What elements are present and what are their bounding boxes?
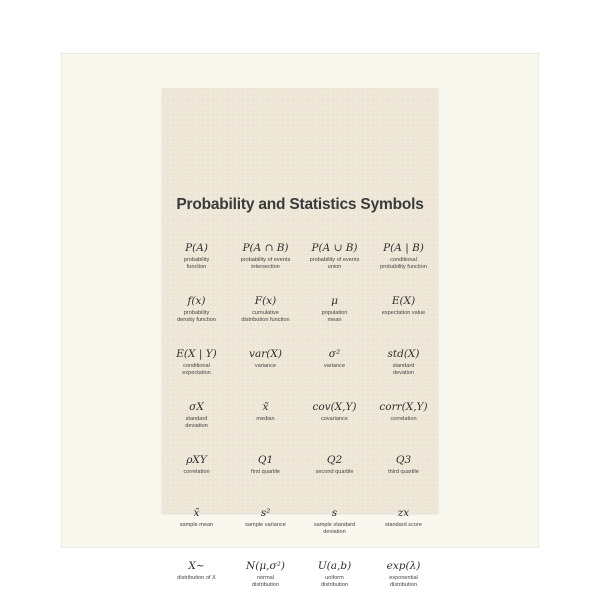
symbol-label: standard score bbox=[384, 522, 422, 528]
symbol-notation: Q1 bbox=[257, 454, 274, 466]
symbol-card bbox=[369, 505, 438, 558]
symbol-card bbox=[231, 505, 300, 558]
symbol-label: probability of events intersection bbox=[240, 257, 291, 270]
symbol-label: population mean bbox=[321, 310, 348, 323]
symbol-notation: x̃ bbox=[262, 401, 269, 413]
symbol-label: standard devation bbox=[392, 363, 415, 376]
symbol-label: second quartile bbox=[315, 469, 354, 475]
symbol-notation: f(x) bbox=[187, 295, 206, 307]
symbol-card bbox=[369, 293, 438, 346]
symbol-notation: X~ bbox=[188, 560, 205, 572]
symbol-notation: P(A ∪ B) bbox=[311, 242, 358, 254]
symbol-label: uniform distribution bbox=[320, 575, 349, 588]
symbol-card bbox=[231, 293, 300, 346]
symbol-label: probability function bbox=[183, 257, 210, 270]
symbol-notation: Q3 bbox=[395, 454, 412, 466]
symbol-card bbox=[369, 452, 438, 505]
symbol-grid bbox=[162, 240, 438, 611]
symbol-card bbox=[300, 346, 369, 399]
symbol-card bbox=[162, 240, 231, 293]
symbol-notation: zx bbox=[397, 507, 410, 519]
symbol-notation: σX bbox=[189, 401, 204, 413]
symbol-label: median bbox=[256, 416, 275, 422]
symbol-card bbox=[231, 346, 300, 399]
symbol-notation: P(A) bbox=[185, 242, 208, 254]
symbol-notation: corr(X,Y) bbox=[379, 401, 428, 413]
symbol-card bbox=[231, 452, 300, 505]
symbol-card bbox=[300, 240, 369, 293]
symbol-card bbox=[300, 293, 369, 346]
symbol-label: expectation value bbox=[381, 310, 426, 316]
symbol-label: variance bbox=[323, 363, 346, 369]
symbol-card bbox=[162, 293, 231, 346]
symbol-label: sample variance bbox=[245, 522, 286, 528]
symbol-card bbox=[369, 346, 438, 399]
symbol-label: standard deviation bbox=[185, 416, 208, 429]
symbol-label: sample standard deviation bbox=[313, 522, 356, 535]
symbol-card bbox=[231, 399, 300, 452]
symbol-card bbox=[162, 558, 231, 611]
symbol-label: correlation bbox=[183, 469, 210, 475]
symbol-label: distribution of X bbox=[177, 575, 216, 581]
symbol-label: conditional probability function bbox=[380, 257, 427, 270]
symbol-label: cumulative distribution function bbox=[241, 310, 290, 323]
symbol-notation: Q2 bbox=[326, 454, 343, 466]
symbol-card bbox=[369, 399, 438, 452]
symbol-notation: s² bbox=[260, 507, 271, 519]
symbol-card bbox=[231, 240, 300, 293]
symbol-notation: F(x) bbox=[254, 295, 277, 307]
symbol-notation: std(X) bbox=[387, 348, 420, 360]
symbol-notation: s bbox=[331, 507, 338, 519]
symbol-label: sample mean bbox=[179, 522, 214, 528]
symbol-notation: N(μ,σ²) bbox=[246, 560, 285, 572]
symbol-card bbox=[300, 558, 369, 611]
symbol-card bbox=[162, 399, 231, 452]
symbol-card bbox=[300, 452, 369, 505]
symbol-card bbox=[300, 505, 369, 558]
poster-print bbox=[162, 88, 438, 588]
symbol-notation: ρXY bbox=[186, 454, 207, 466]
symbol-card bbox=[231, 558, 300, 611]
symbol-label: correlation bbox=[390, 416, 417, 422]
symbol-label: probability of events union bbox=[309, 257, 360, 270]
symbol-card bbox=[162, 346, 231, 399]
symbol-notation: σ² bbox=[328, 348, 341, 360]
symbol-notation: P(A ∩ B) bbox=[242, 242, 289, 254]
symbol-notation: μ bbox=[331, 295, 338, 307]
symbol-label: third quartile bbox=[388, 469, 419, 475]
symbol-notation: U(a,b) bbox=[317, 560, 352, 572]
symbol-notation: x̄ bbox=[193, 507, 200, 519]
symbol-card bbox=[300, 399, 369, 452]
symbol-notation: var(X) bbox=[249, 348, 282, 360]
symbol-label: variance bbox=[254, 363, 277, 369]
symbol-card bbox=[162, 452, 231, 505]
symbol-notation: E(X) bbox=[391, 295, 416, 307]
symbol-notation: exp(λ) bbox=[386, 560, 421, 572]
symbol-label: normal distribution bbox=[251, 575, 280, 588]
symbol-notation: E(X | Y) bbox=[176, 348, 217, 360]
symbol-label: first quartile bbox=[251, 469, 280, 475]
symbol-label: exponential distribution bbox=[389, 575, 418, 588]
symbol-card bbox=[369, 558, 438, 611]
symbol-card bbox=[369, 240, 438, 293]
symbol-card bbox=[162, 505, 231, 558]
symbol-label: probability density function bbox=[177, 310, 216, 323]
symbol-notation: cov(X,Y) bbox=[312, 401, 357, 413]
poster-title: Probability and Statistics Symbols bbox=[176, 196, 424, 213]
symbol-label: covariance bbox=[320, 416, 349, 422]
symbol-label: conditional expectation bbox=[182, 363, 211, 376]
symbol-notation: P(A | B) bbox=[383, 242, 424, 254]
